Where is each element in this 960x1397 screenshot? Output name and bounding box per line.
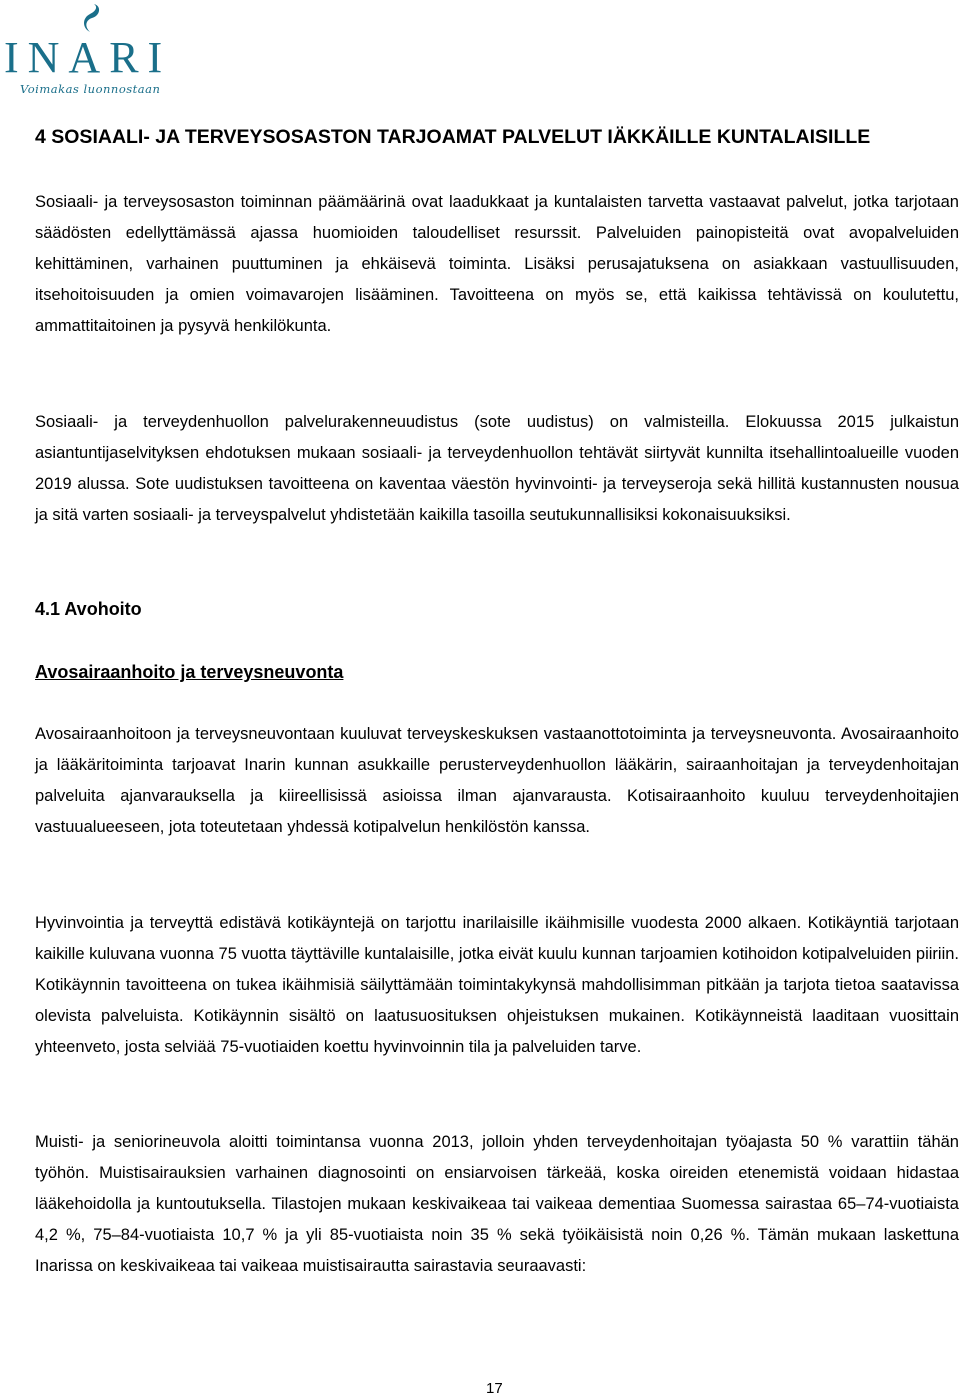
intro-paragraph: Sosiaali- ja terveysosaston toiminnan päämäärinä ovat laadukkaat ja kuntalaisten tarvetta vastaavat palvelut, jotka tarjotaan säädösten edellyttämässä ajassa huomioiden taloudelliset resurssit. Palveluiden painopisteitä ovat avopalveluiden kehittäminen, varhainen puuttuminen ja ehkäisevä toiminta. Lisäksi perusajatuksena on asiakkaan vastuullisuuden, itsehoitoisuuden ja omien voimavarojen lisääminen. Tavoitteena on myös se, että kaikissa tehtävissä on koulutettu, ammattitaitoinen ja pysyvä henkilökunta. [35,193,959,335]
kotikaynti-paragraph: Hyvinvointia ja terveyttä edistävä kotikäyntejä on tarjottu inarilaisille ikäihmisille vuodesta 2000 alkaen. Kotikäyntiä tarjotaan kaikille kuluvana vuonna 75 vuotta täyttäville kuntalaisille, jotka eivät kuulu kunnan tarjoamien kotihoidon kotipalveluiden piiriin. Kotikäynnin tavoitteena on tukea ikäihmisiä säilyttämään toimintakykynsä mahdollisimman pitkään ja tarjota tietoa saatavissa olevista palveluista. Kotikäynnin sisältö on laatusuosituksen ohjeistuksen mukainen. Kotikäynneistä laaditaan vuosittain yhteenveto, josta selviää 75-vuotiaiden koettu hyvinvoinnin tila ja palveluiden tarve. [35,914,959,1056]
page-number: 17 [486,1380,503,1397]
muistineuvola-paragraph: Muisti- ja seniorineuvola aloitti toimintansa vuonna 2013, jolloin yhden terveydenhoitajan työajasta 50 % varattiin tähän työhön. Muistisairauksien varhainen diagnosointi on ensiarvoisen tärkeää, koska oireiden etenemistä voidaan hidastaa lääkehoidolla ja kuntoutuksella. Tilastojen mukaan keskivaikeaa tai vaikeaa dementiaa Suomessa sairastaa 65–74-vuotiaista 4,2 %, 75–84-vuotiaista 10,7 % ja yli 85-vuotiaista noin 35 % sekä työikäisistä noin 0,26 %. Tämän mukaan laskettuna Inarissa on keskivaikeaa tai vaikeaa muistisairautta sairastavia seuraavasti: [35,1133,959,1275]
avosairaanhoito-paragraph: Avosairaanhoitoon ja terveysneuvontaan kuuluvat terveyskeskuksen vastaanottotoiminta ja terveysneuvonta. Avosairaanhoito ja lääkäritoiminta tarjoavat Inarin kunnan asukkaille perusterveydenhuollon lääkärin, sairaanhoitajan ja terveydenhoitajan palveluita ajanvarauksella ja kiireellisissä asioissa ilman ajanvarausta. Kotisairaanhoito kuuluu terveydenhoitajien vastuualueeseen, jota toteutetaan yhdessä kotipalvelun henkilöstön kanssa. [35,725,959,836]
subsection-subheading: Avosairaanhoito ja terveysneuvonta [35,662,344,682]
subsection-heading: 4.1 Avohoito [35,599,142,619]
logo-tagline: Voimakas luonnostaan [20,82,161,96]
section-heading: 4 SOSIAALI- JA TERVEYSOSASTON TARJOAMAT PALVELUT IÄKKÄILLE KUNTALAISILLE [35,126,871,148]
sote-paragraph: Sosiaali- ja terveydenhuollon palvelurakenneuudistus (sote uudistus) on valmisteilla. Elokuussa 2015 julkaistun asiantuntijaselvityksen ehdotuksen mukaan sosiaali- ja terveydenhuollon tehtävät siirtyvät kunnilta itsehallintoalueille vuoden 2019 alussa. Sote uudistuksen tavoitteena on kaventaa väestön hyvinvointi- ja terveyseroja sekä hillitä kustannusten nousua ja sitä varten sosiaali- ja terveyspalvelut yhdistetään kaikilla tasoilla seutukunnallisiksi kokonaisuuksiksi. [35,413,959,524]
inari-logo [0,0,180,100]
logo-wordmark: INARI [4,33,172,82]
